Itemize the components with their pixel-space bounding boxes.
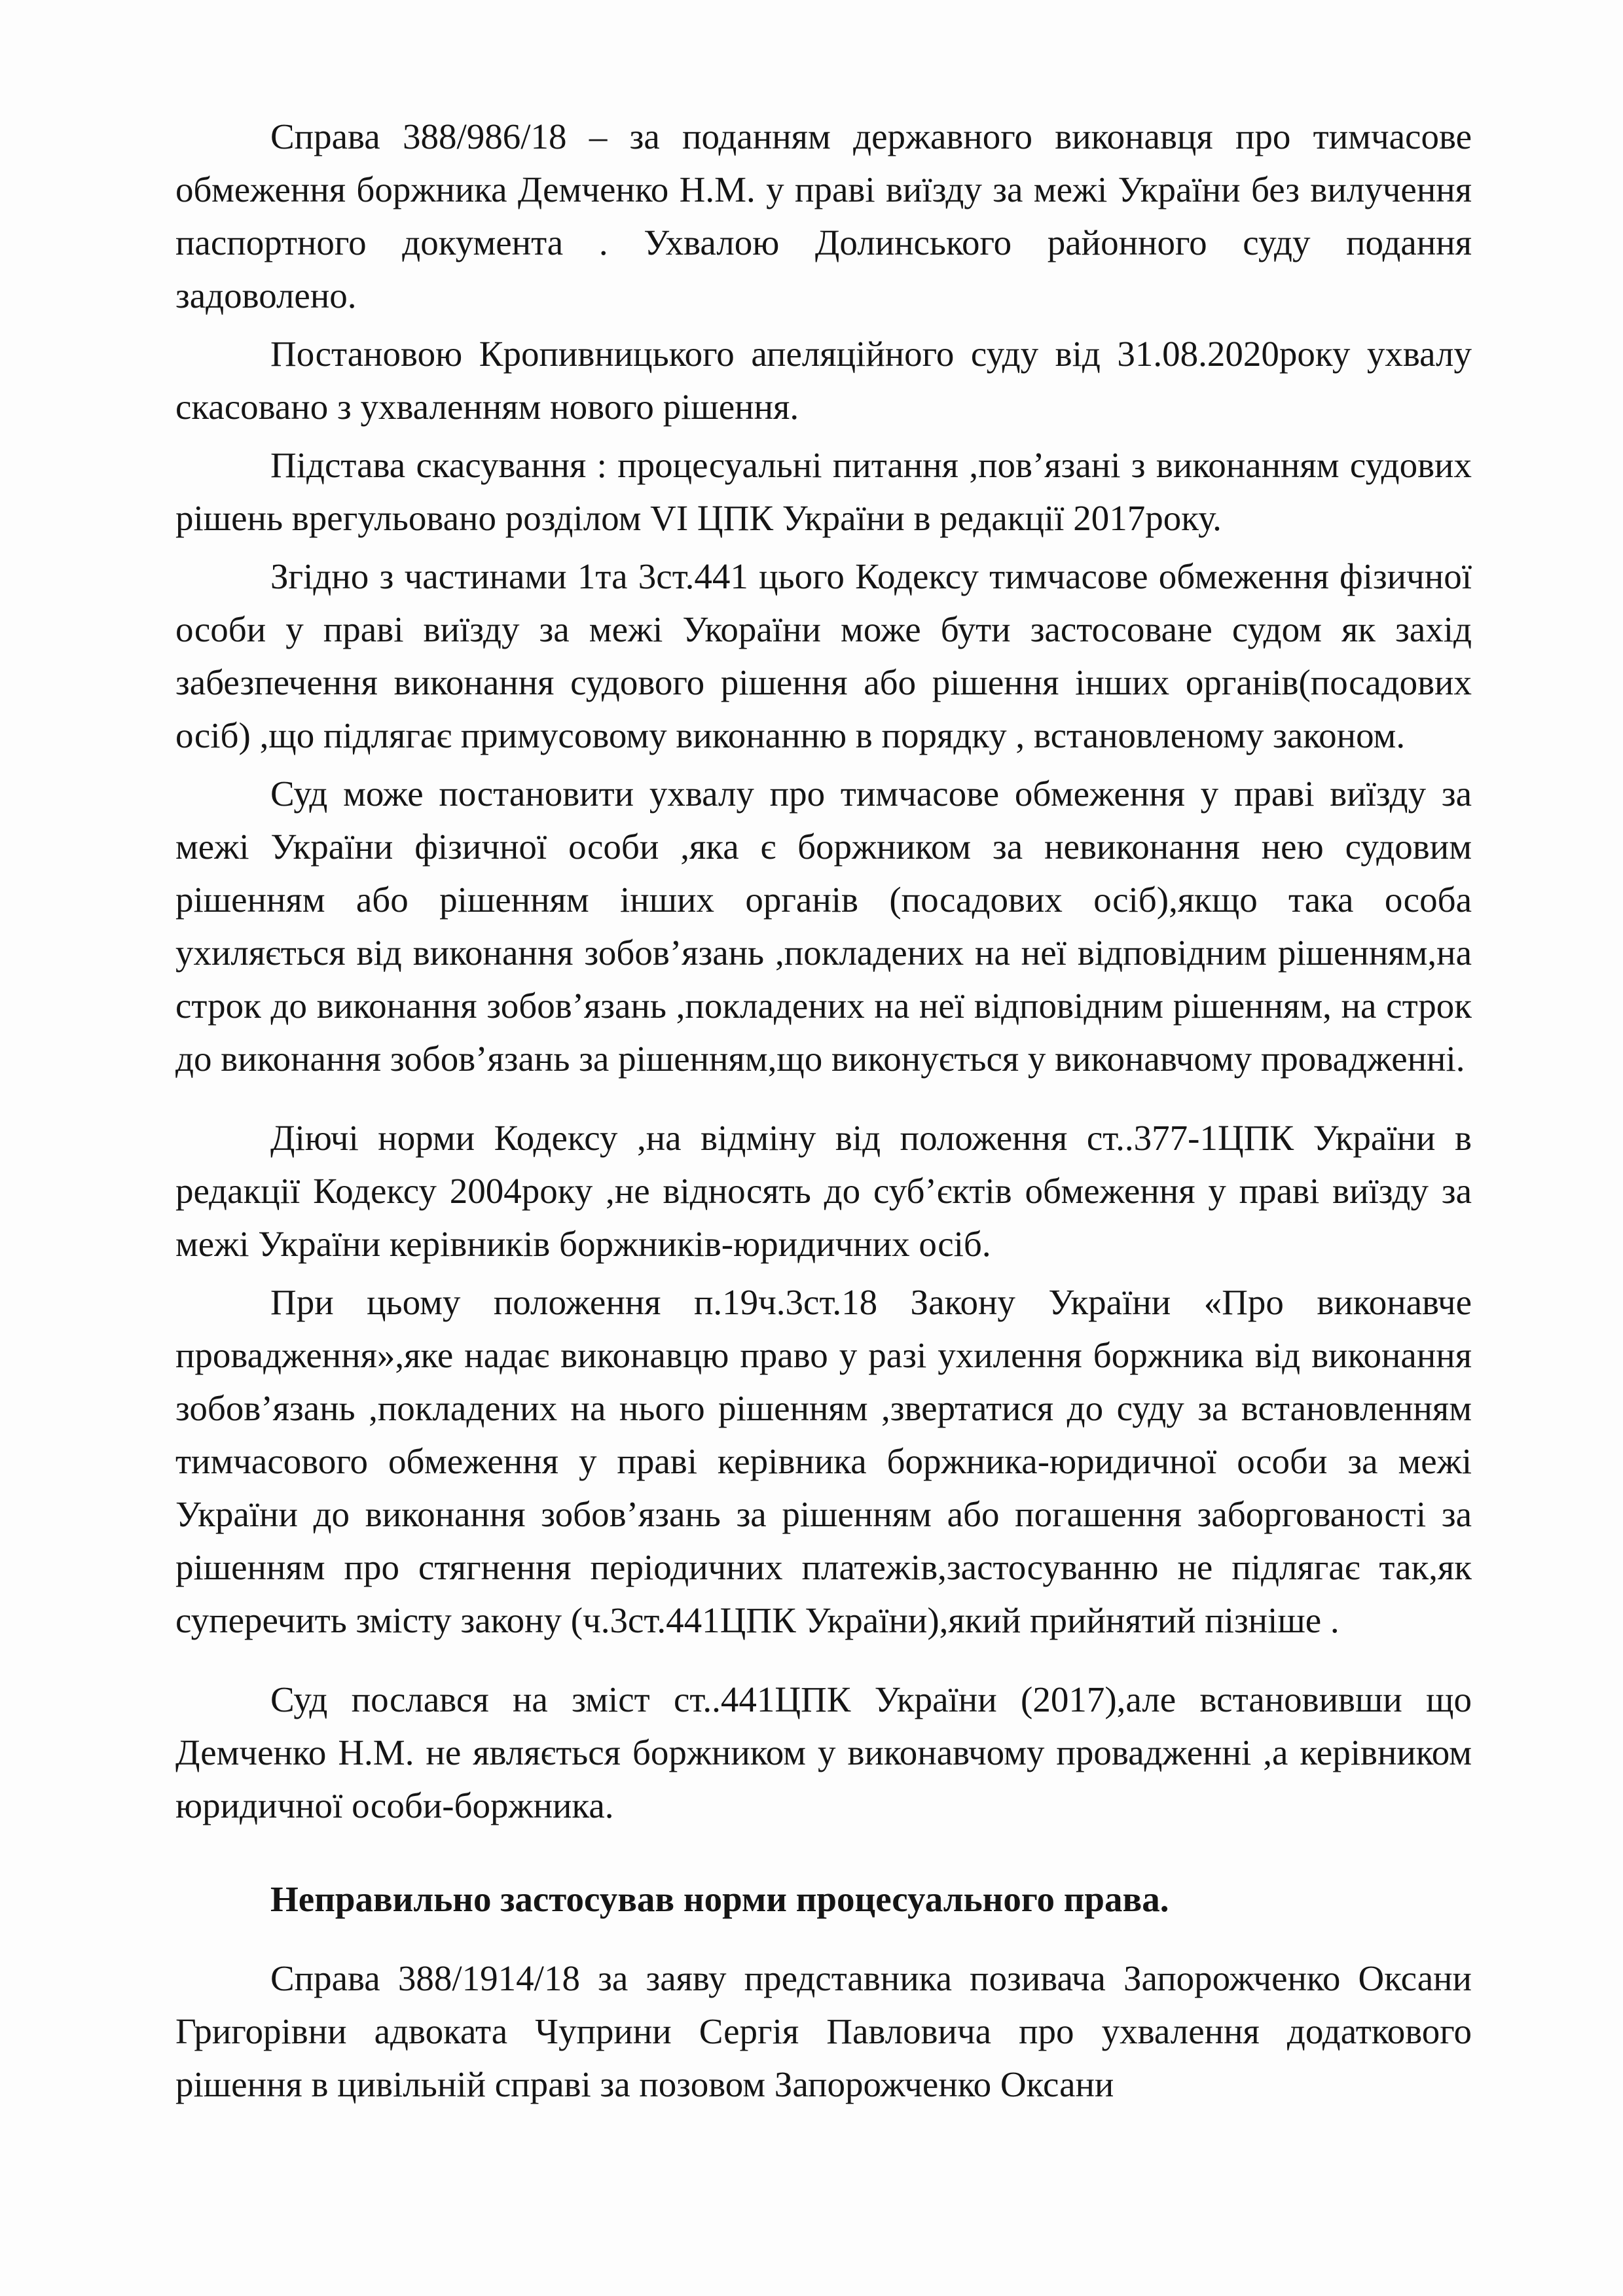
paragraph-article-441: Згідно з частинами 1та 3ст.441 цього Кодексу тимчасове обмеження фізичної особи у праві виїзду за межі Укораїни може бути застосоване судом як захід забезпечення виконання судового рішення або рішення інших органів(посадових осіб) ,що підлягає примусовому виконанню в порядку , встановленому законом. — [175, 556, 1472, 755]
section-heading: Неправильно застосував норми процесуального права. — [270, 1879, 1169, 1919]
paragraph-appeal-ruling: Постановою Кропивницького апеляційного суду від 31.08.2020року ухвалу скасовано з ухваленням нового рішення. — [175, 334, 1472, 427]
paragraph-case-986: Справа 388/986/18 – за поданням державного виконавця про тимчасове обмеження боржника Демченко Н.М. у праві виїзду за межі України без вилучення паспортного документа . Ухвалою Долинського районного суду подання задоволено. — [175, 117, 1472, 315]
paragraph-code-norms: Діючі норми Кодексу ,на відміну від положення ст..377-1ЦПК України в редакції Кодексу 2004року ,не відносять до суб’єктів обмеження у праві виїзду за межі України керівників боржників-юридичних осіб. — [175, 1118, 1472, 1264]
paragraph-case-1914: Справа 388/1914/18 за заяву представника позивача Запорожченко Оксани Григорівни адвоката Чуприни Сергія Павловича про ухвалення додаткового рішення в цивільній справі за позовом Запорожченко Оксани — [175, 1958, 1472, 2104]
paragraph-court-reference: Суд послався на зміст ст..441ЦПК України (2017),але встановивши що Демченко Н.М. не являється боржником у виконавчому провадженні ,а керівником юридичної особи-боржника. — [175, 1679, 1472, 1825]
paragraph-cancellation-basis: Підстава скасування : процесуальні питання ,пов’язані з виконанням судових рішень врегульовано розділом VI ЦПК України в редакції 2017року. — [175, 445, 1472, 538]
paragraph-enforcement-law: При цьому положення п.19ч.3ст.18 Закону України «Про виконавче провадження»,яке надає виконавцю право у разі ухилення боржника від виконання зобов’язань ,покладених на нього рішенням ,звертатися до суду за встановленням тимчасового обмеження у праві керівника боржника-юридичної особи за межі України до виконання зобов’язань за рішенням або погашення заборгованості за рішенням про стягнення періодичних платежів,застосуванню не підлягає так,як суперечить змісту закону (ч.3ст.441ЦПК України),який прийнятий пізніше . — [175, 1282, 1472, 1640]
document-body — [175, 110, 1472, 2111]
paragraph-court-may-rule: Суд може постановити ухвалу про тимчасове обмеження у праві виїзду за межі України фізичної особи ,яка є боржником за невиконання нею судовим рішенням або рішенням інших органів (посадових осіб),якщо така особа ухиляється від виконання зобов’язань ,покладених на неї відповідним рішенням,на строк до виконання зобов’язань ,покладених на неї відповідним рішенням, на строк до виконання зобов’язань за рішенням,що виконується у виконавчому провадженні. — [175, 774, 1472, 1079]
